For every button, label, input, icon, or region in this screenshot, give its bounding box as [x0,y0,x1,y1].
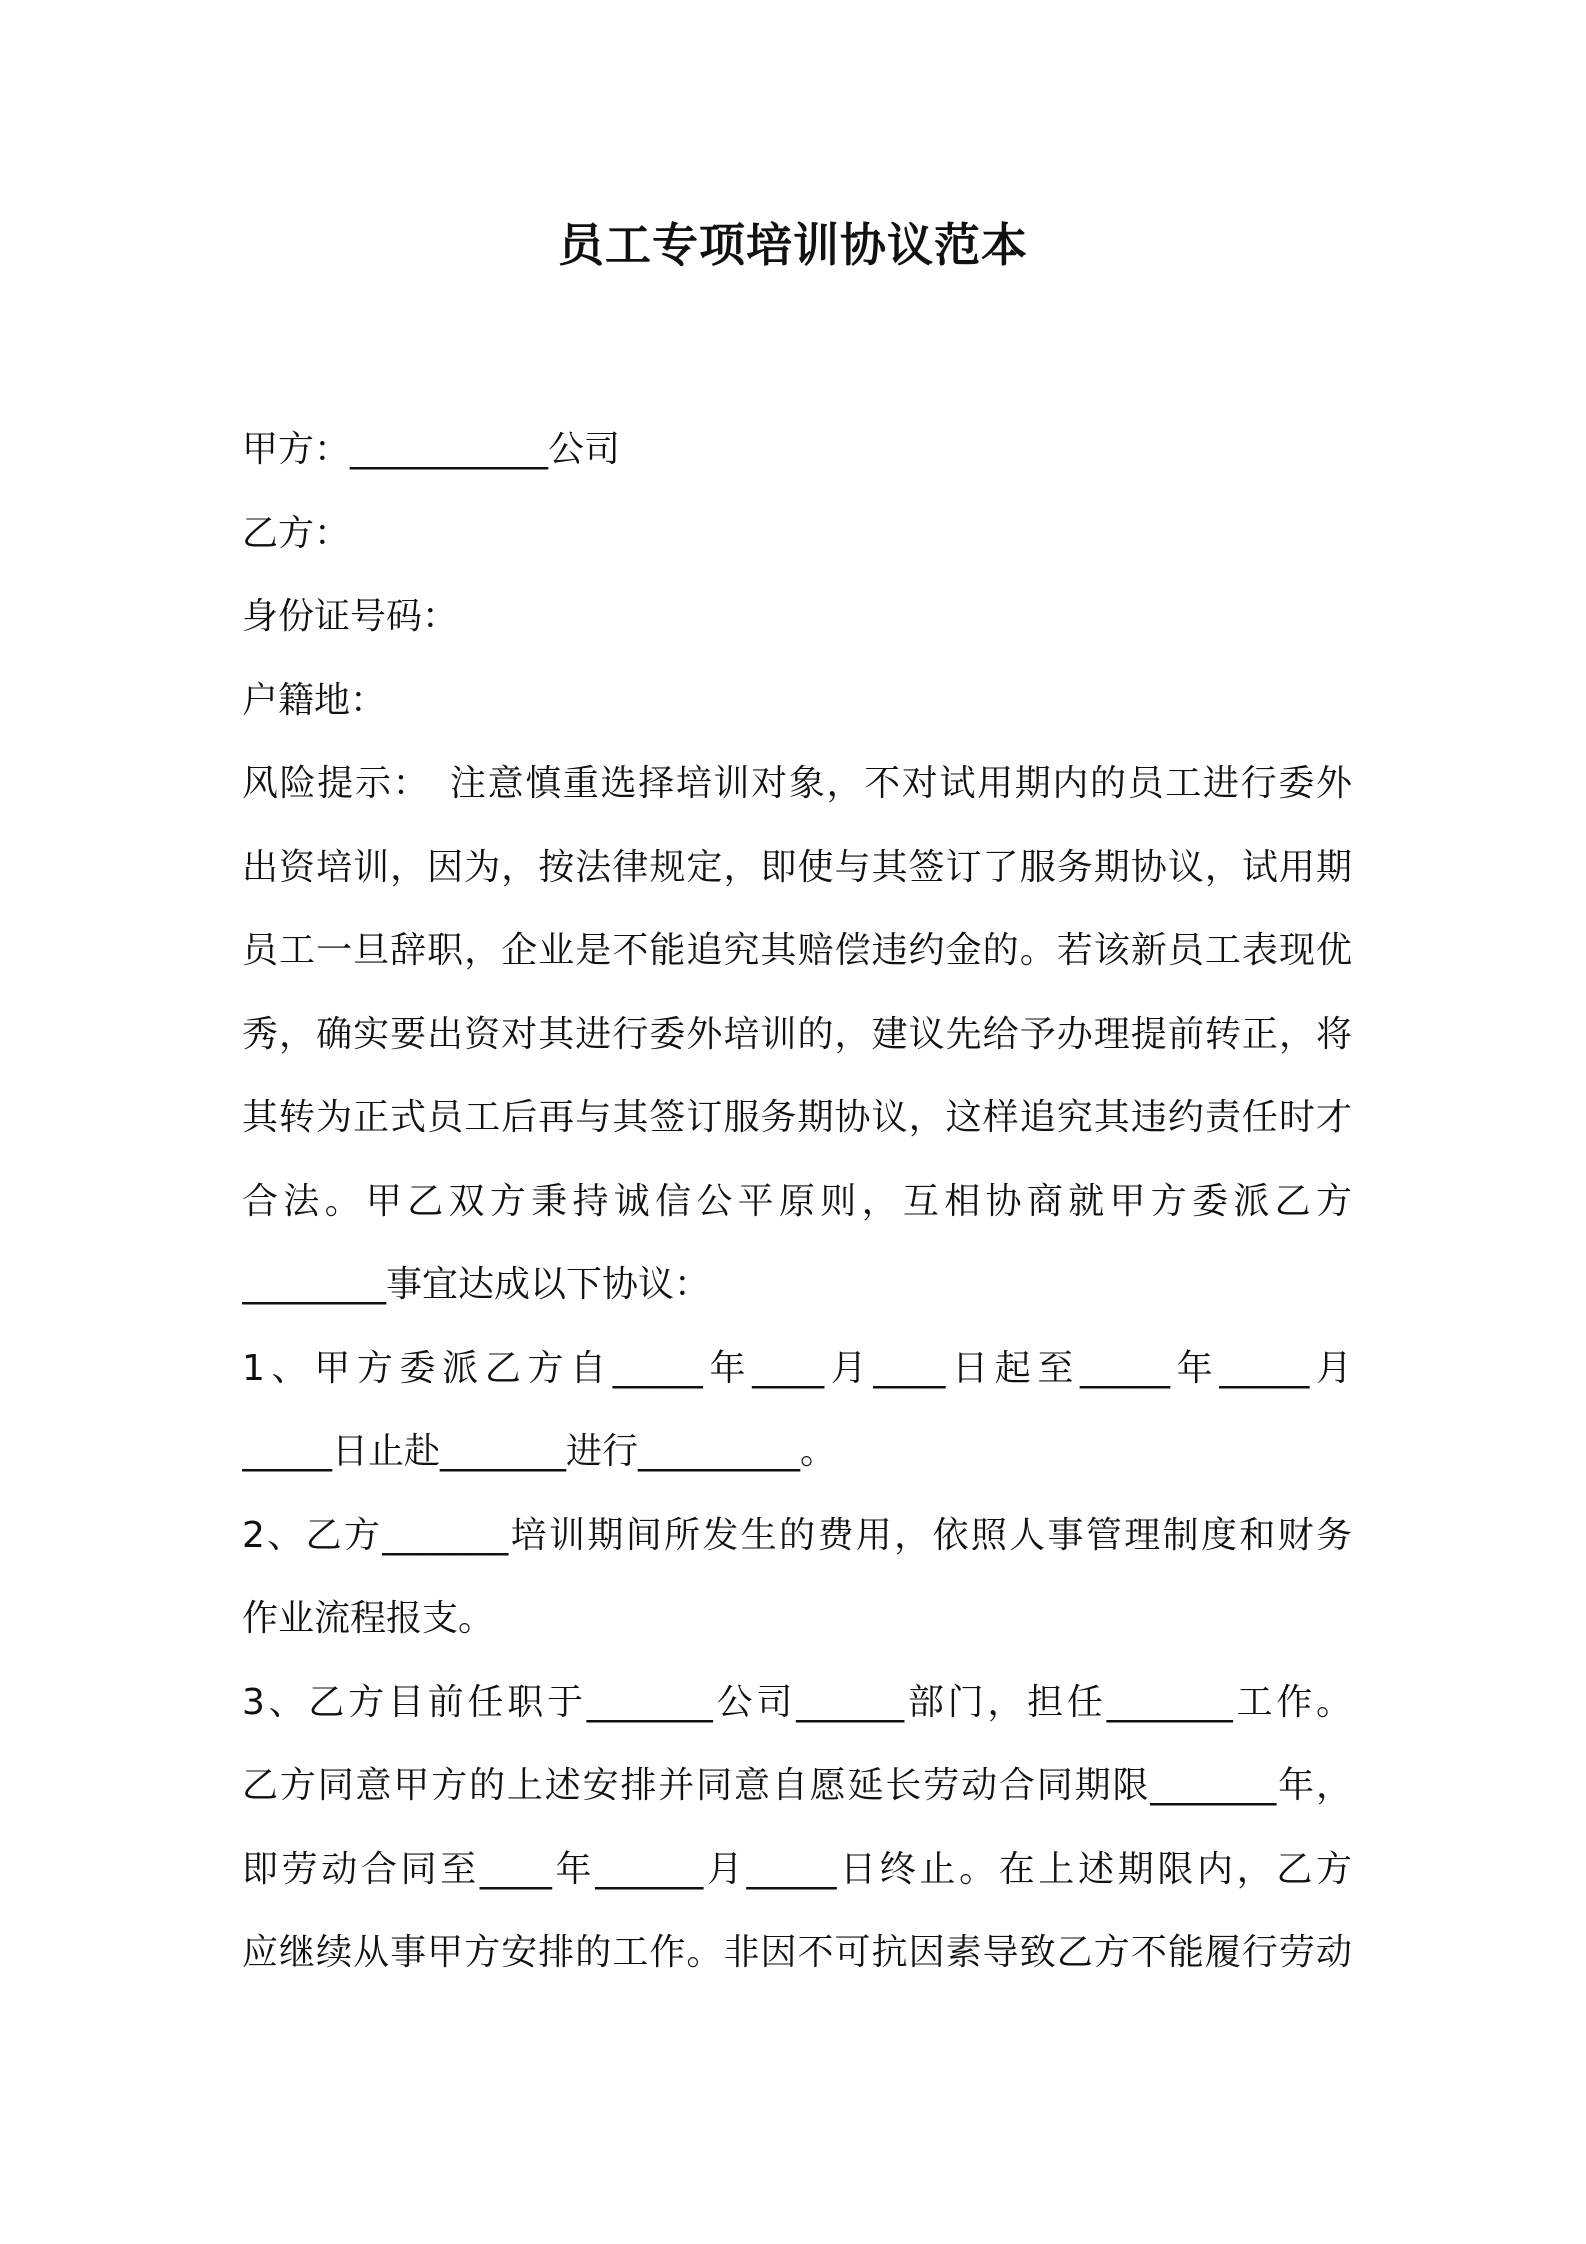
paragraph-line: 秀，确实要出资对其进行委外培训的，建议先给予办理提前转正，将 [242,1013,1352,1055]
paragraph-line: 合法。甲乙双方秉持诚信公平原则，互相协商就甲方委派乙方 [242,1180,1352,1222]
paragraph-line: 其转为正式员工后再与其签订服务期协议，这样追究其违约责任时才 [242,1097,1352,1138]
clause-3-line: 乙方同意甲方的上述安排并同意自愿延长劳动合同期限_______年， [242,1765,1352,1806]
clause-3-line: 应继续从事甲方安排的工作。非因不可抗因素导致乙方不能履行劳动 [242,1932,1352,1973]
clause-2-line: 2、乙方_______培训期间所发生的费用，依照人事管理制度和财务 [242,1514,1352,1556]
clause-3-line: 3、乙方目前任职于_______公司______部门，担任_______工作。 [242,1681,1352,1723]
clause-3-line: 即劳动合同至____年______月_____日终止。在上述期限内，乙方 [242,1848,1352,1890]
document-body [242,408,1352,1995]
party-b-line: 乙方： [242,512,351,554]
paragraph-line: 风险提示： 注意慎重选择培训对象，不对试用期内的员工进行委外 [242,763,1352,804]
clause-2-line: 作业流程报支。 [242,1598,495,1639]
paragraph-line: ________事宜达成以下协议： [242,1264,711,1305]
party-a-line: 甲方：___________公司 [242,429,621,470]
clause-1-line: _____日止赴_______进行_________。 [242,1431,837,1472]
document-title: 员工专项培训协议范本 [558,218,1028,272]
paragraph-line: 员工一旦辞职，企业是不能追究其赔偿违约金的。若该新员工表现优 [242,930,1352,971]
household-registration-line: 户籍地： [242,679,387,721]
id-number-line: 身份证号码： [242,596,459,637]
paragraph-line: 出资培训，因为，按法律规定，即使与其签订了服务期协议，试用期 [242,846,1352,888]
clause-1-line: 1、甲方委派乙方自_____年____月____日起至_____年_____月 [242,1347,1352,1389]
